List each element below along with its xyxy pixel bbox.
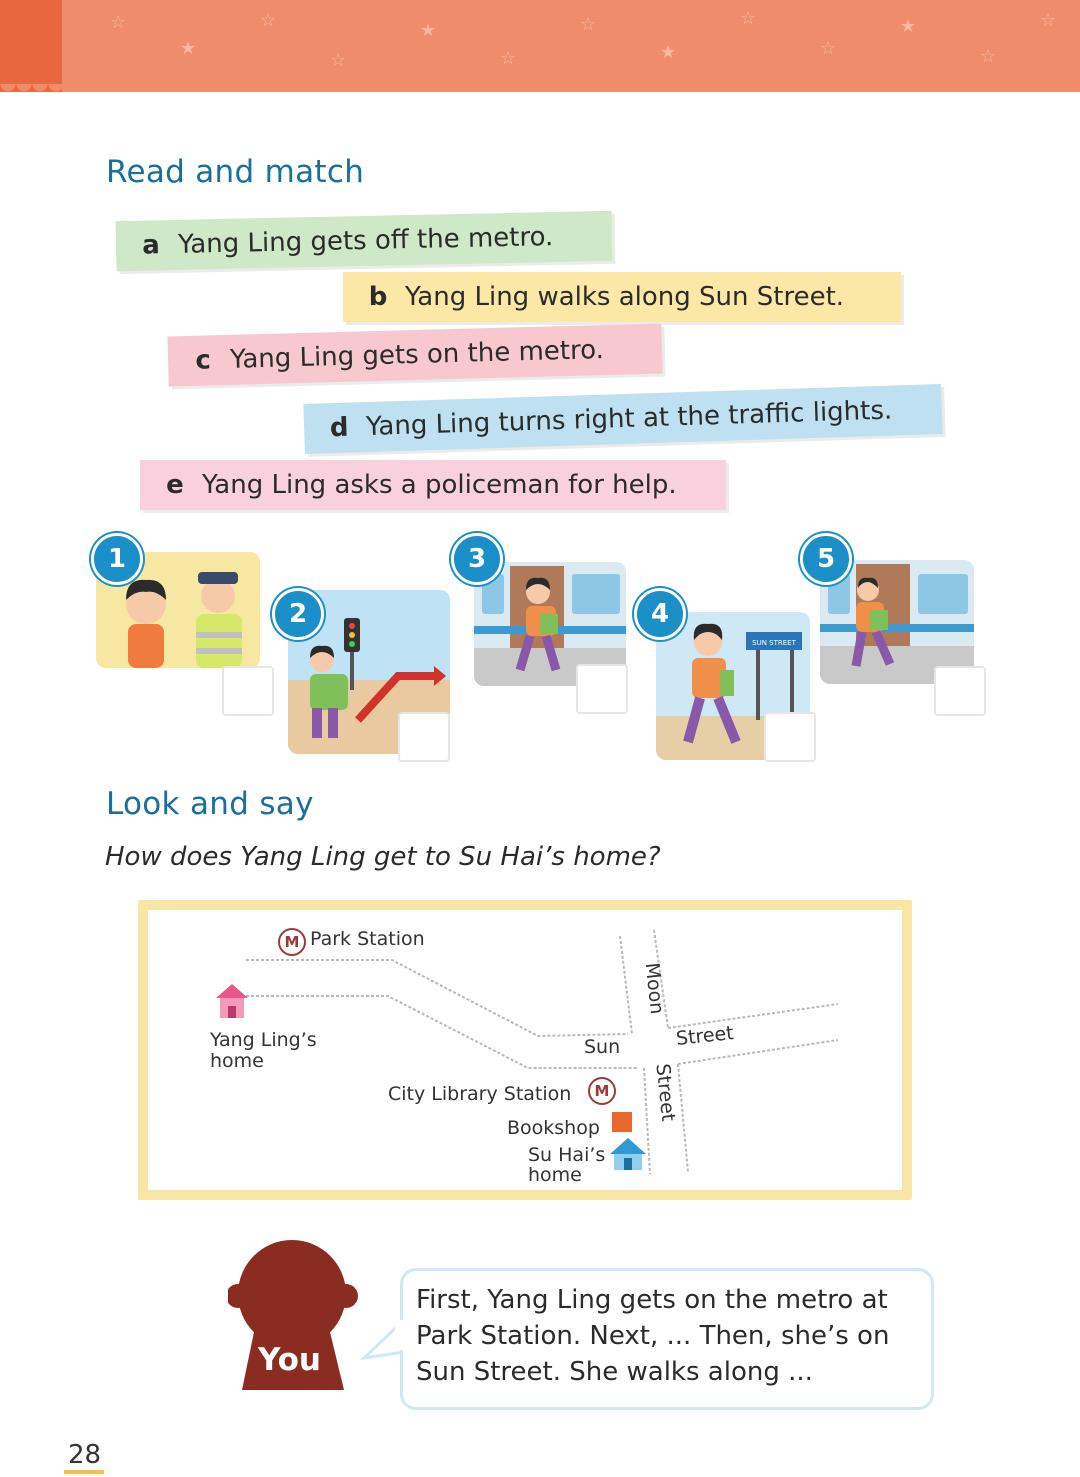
answer-box-4[interactable]	[764, 712, 816, 762]
map-label-sun: Sun	[584, 1036, 621, 1058]
star-icon: ☆	[980, 46, 997, 67]
map-label-yang-ling-home: Yang Ling’s	[210, 1029, 317, 1051]
header-edge	[0, 84, 1080, 98]
star-icon: ☆	[500, 48, 517, 69]
map-label-street-vertical: Street	[651, 1062, 680, 1123]
star-icon: ★	[420, 20, 437, 41]
sentence-strip-c	[167, 324, 662, 387]
answer-box-1[interactable]	[222, 666, 274, 716]
speech-line: Park Station. Next, ... Then, she’s on	[416, 1321, 890, 1351]
sentence-letter: d	[329, 412, 349, 444]
answer-box-2[interactable]	[398, 712, 450, 762]
sentence-strip-d	[303, 384, 942, 454]
sentence-letter: b	[368, 282, 388, 312]
speech-bubble-tail-cover	[395, 1320, 405, 1350]
sentence-strip-b	[343, 272, 901, 322]
map-label-street-horizontal: Street	[674, 1022, 735, 1050]
picture-number-badge: 3	[451, 533, 503, 585]
map-label-moon: Moon	[640, 961, 668, 1016]
star-icon: ☆	[740, 8, 757, 29]
header-band	[0, 0, 1080, 92]
map-label-bookshop: Bookshop	[507, 1117, 600, 1139]
sentence-letter: a	[141, 230, 161, 261]
picture-number-badge: 4	[634, 588, 686, 640]
picture-number-badge: 5	[800, 533, 852, 585]
sentence-strip-a	[116, 211, 613, 271]
map-label-city-library-station: City Library Station	[388, 1083, 572, 1105]
metro-icon: M	[278, 928, 306, 956]
sentence-text: Yang Ling walks along Sun Street.	[405, 282, 845, 312]
speech-text	[416, 1282, 926, 1390]
sentence-text: Yang Ling gets off the metro.	[177, 222, 554, 260]
street-sign-text: SUN STREET	[752, 639, 796, 647]
sentence-letter: e	[166, 470, 184, 500]
star-icon: ☆	[1040, 10, 1057, 31]
sentence-text: Yang Ling asks a policeman for help.	[202, 470, 677, 500]
picture-number-badge: 1	[91, 533, 143, 585]
section-title-read-and-match: Read and match	[106, 154, 365, 190]
star-icon: ★	[900, 16, 917, 37]
star-icon: ★	[180, 38, 197, 59]
map-label-yang-ling-home-2: home	[210, 1050, 264, 1072]
map-label-park-station: Park Station	[310, 928, 425, 950]
speech-line: Sun Street. She walks along ...	[416, 1357, 813, 1387]
answer-box-3[interactable]	[576, 664, 628, 714]
star-icon: ★	[660, 42, 677, 63]
page-number-underline	[64, 1470, 104, 1474]
sentence-text: Yang Ling turns right at the traffic lights.	[365, 395, 893, 443]
star-icon: ☆	[580, 14, 597, 35]
metro-icon: M	[588, 1077, 616, 1105]
answer-box-5[interactable]	[934, 666, 986, 716]
star-icon: ☆	[110, 12, 127, 33]
header-tab	[0, 0, 62, 92]
map-label-su-hai-home: Su Hai’s	[528, 1144, 606, 1166]
speech-line: First, Yang Ling gets on the metro at	[416, 1285, 888, 1315]
question-text: How does Yang Ling get to Su Hai’s home?	[105, 842, 661, 872]
star-icon: ☆	[260, 10, 277, 31]
star-icon: ☆	[330, 50, 347, 71]
picture-number-badge: 2	[272, 588, 324, 640]
sentence-text: Yang Ling gets on the metro.	[229, 335, 605, 375]
sentence-strip-e	[140, 460, 726, 510]
you-label: You	[258, 1342, 321, 1378]
section-title-look-and-say: Look and say	[106, 786, 314, 822]
sentence-letter: c	[194, 345, 212, 376]
page-number: 28	[68, 1440, 102, 1470]
star-icon: ☆	[820, 38, 837, 59]
map-label-su-hai-home-2: home	[528, 1164, 582, 1186]
